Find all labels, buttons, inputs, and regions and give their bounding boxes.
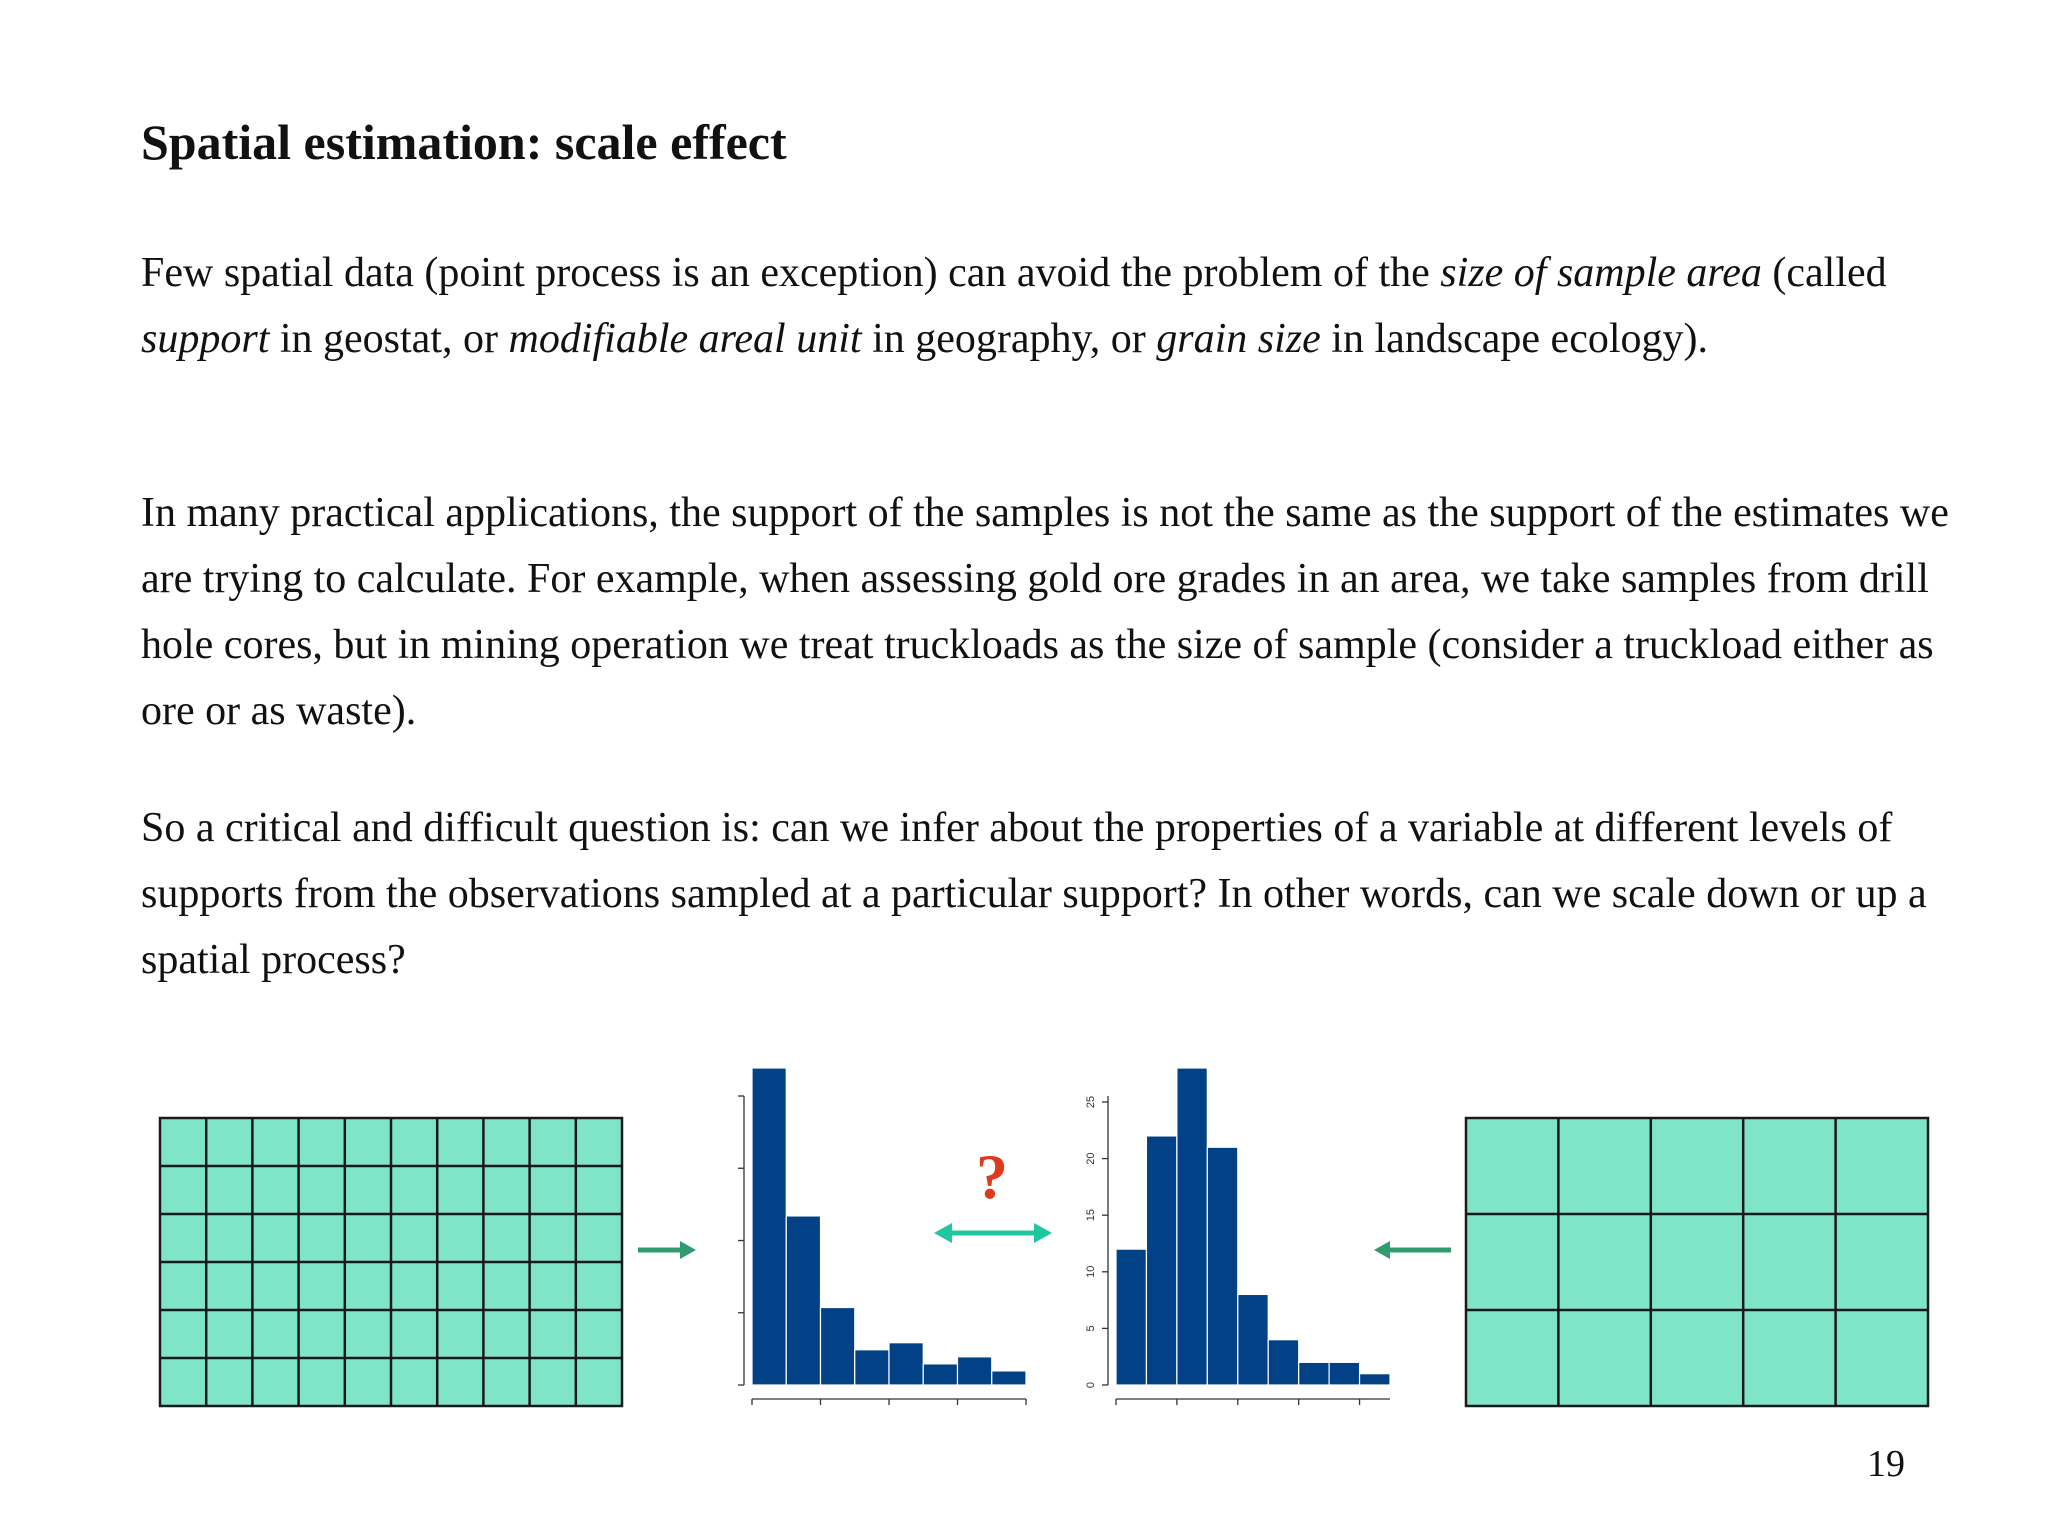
- coarse-support-histogram: [1085, 1068, 1390, 1405]
- coarse-support-grid: [1466, 1118, 1928, 1406]
- scale-effect-figure: [0, 1040, 2048, 1440]
- paragraph-practical-applications: In many practical applications, the support of the samples is not the same as the support of the estimates we are trying to calculate. For example, when assessing gold ore grades in an area, we take samples from drill hole cores, but in mining operation we treat truckloads as the size of sample (consider a truckload either as ore or as waste).: [141, 490, 1949, 734]
- histogram-bar: [752, 1068, 786, 1385]
- histogram-bar: [855, 1350, 889, 1385]
- histogram-bar: [992, 1371, 1026, 1385]
- histogram-bar: [1360, 1374, 1390, 1385]
- page-number: 19: [1867, 1443, 1905, 1485]
- fine-support-grid: [160, 1118, 622, 1406]
- histogram-y-tick-label: 5: [1085, 1325, 1097, 1332]
- histogram-y-tick-label: 15: [1085, 1209, 1097, 1222]
- histogram-y-tick-label: 0: [1085, 1381, 1097, 1389]
- histogram-y-tick-label: 20: [1085, 1152, 1097, 1165]
- histogram-bar: [1146, 1136, 1176, 1385]
- histogram-bar: [889, 1343, 923, 1385]
- slide-title: Spatial estimation: scale effect: [141, 114, 787, 170]
- fine-support-histogram: [738, 1068, 1026, 1405]
- paragraph-scale-problem: Few spatial data (point process is an exception) can avoid the problem of the size of sample area (called support in geostat, or modifiable areal unit in geography, or grain size in landscape ecology).: [141, 250, 1887, 362]
- histogram-bar: [1116, 1249, 1146, 1385]
- histogram-bar: [1299, 1362, 1329, 1385]
- paragraph-critical-question: So a critical and difficult question is: can we infer about the properties of a variable at different levels of supports from the observations sampled at a particular support? In other words, can we scale down or up a spatial process?: [141, 805, 1927, 983]
- coarse-grid-background: [1466, 1118, 1928, 1406]
- histogram-y-tick-label: 10: [1085, 1265, 1097, 1278]
- histogram-bar: [786, 1216, 820, 1385]
- histogram-bar: [1329, 1362, 1359, 1385]
- right-arrow-icon: [638, 1241, 696, 1259]
- histogram-bar: [821, 1308, 855, 1385]
- question-mark: ?: [976, 1141, 1008, 1212]
- histogram-bar: [958, 1357, 992, 1385]
- histogram-y-tick-label: 25: [1085, 1095, 1097, 1109]
- term-grain-size: grain size: [1156, 316, 1321, 362]
- double-arrow-icon: [934, 1223, 1052, 1243]
- histogram-bar: [923, 1364, 957, 1385]
- histogram-bar: [1268, 1340, 1298, 1385]
- term-support: support: [141, 316, 270, 362]
- scale-effect-diagram: [0, 1040, 2048, 1440]
- histogram-bar: [1238, 1294, 1268, 1385]
- left-arrow-icon: [1374, 1241, 1451, 1259]
- histogram-bar: [1177, 1068, 1207, 1385]
- histogram-bar: [1207, 1147, 1237, 1385]
- term-size-of-sample-area: size of sample area: [1440, 250, 1762, 296]
- term-modifiable-areal-unit: modifiable areal unit: [508, 316, 862, 362]
